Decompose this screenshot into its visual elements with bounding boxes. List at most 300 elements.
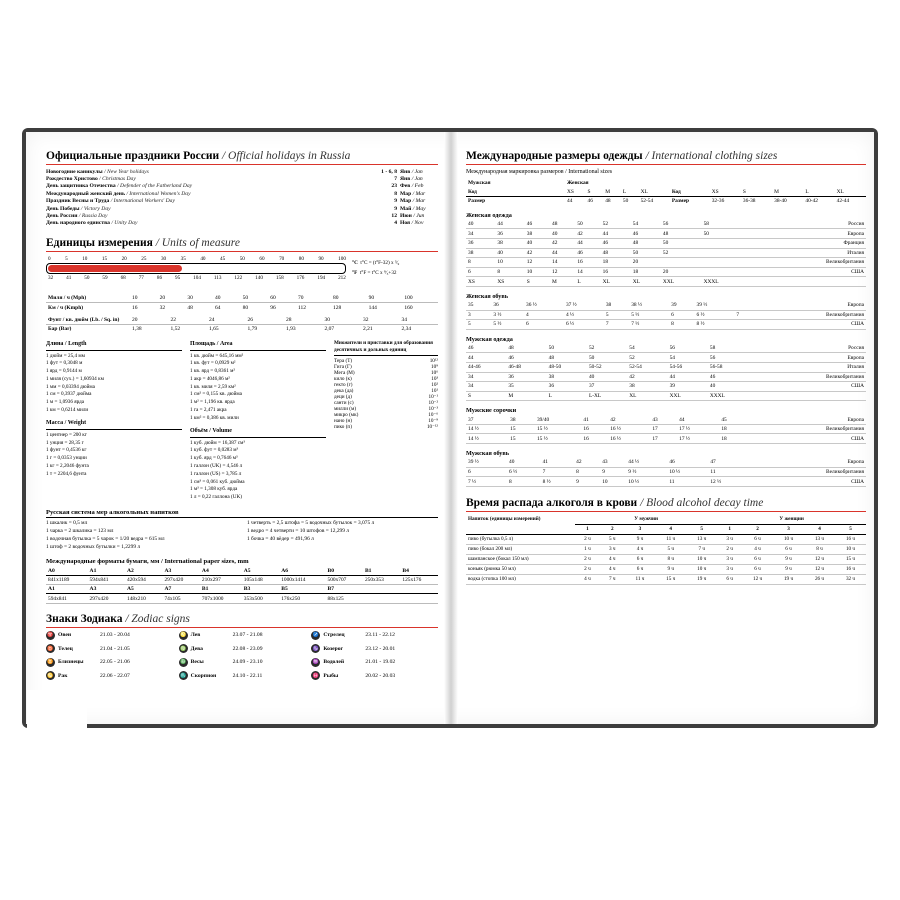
- zodiac-item: [179, 658, 306, 667]
- tick: 176: [296, 275, 305, 281]
- holiday-name-ru: Рождество Христово: [46, 176, 98, 183]
- cell: 500x707: [326, 575, 363, 584]
- cell: 38: [495, 238, 524, 248]
- list-item: 1 км = 0,6214 мили: [46, 407, 89, 414]
- holiday-name-en: / New Year holidays: [104, 168, 149, 175]
- cell: 6 ч: [742, 564, 773, 574]
- aquarius-icon: ♒: [311, 658, 320, 667]
- cell: XXL: [661, 277, 702, 287]
- cell: 36-38: [742, 198, 756, 205]
- cell: [754, 372, 764, 382]
- cell: 9 ч: [773, 564, 804, 574]
- cell: 11 ч: [655, 534, 686, 544]
- holiday-date: 1 - 6, 8: [381, 168, 397, 175]
- prefix-value: 10¹: [431, 387, 438, 394]
- col-header: A4: [200, 566, 242, 575]
- col-header: B0: [326, 566, 363, 575]
- list-item: 1 кг = 2,2046 фунта: [46, 463, 89, 470]
- units-title-ru: Единицы измерения: [46, 237, 153, 249]
- cell: 8: [466, 258, 495, 268]
- prefix-value: 10⁻²: [428, 399, 438, 406]
- cell: 34: [466, 372, 506, 382]
- zodiac-name: Скорпион: [190, 672, 217, 679]
- cell: [734, 320, 752, 330]
- country: Европа: [753, 229, 866, 239]
- list-item: 1 кв. фут = 0,0929 м²: [190, 360, 236, 367]
- cell: 54: [631, 220, 661, 229]
- prefix-name: санти (с): [334, 399, 354, 406]
- holiday-month-en: / Nov: [411, 220, 424, 227]
- col-header: 4: [655, 524, 686, 534]
- cell: 6 ч: [625, 554, 656, 564]
- table-row: [466, 353, 866, 363]
- country: Европа: [749, 458, 866, 467]
- cell: 32: [361, 316, 400, 325]
- celsius-formula: t°C = (t°F-32) x ⁵⁄₉: [360, 259, 400, 266]
- scorpio-icon: ♏: [179, 671, 188, 680]
- weight-title: Масса / Weight: [46, 419, 87, 426]
- zodiac-name: Близнецы: [58, 659, 84, 666]
- tick: 95: [174, 275, 181, 281]
- zodiac-item: [179, 671, 306, 680]
- cell: XXXL: [702, 277, 753, 287]
- col-header: B3: [242, 585, 279, 594]
- capricorn-icon: ♑: [311, 644, 320, 653]
- col-header: A3: [162, 566, 199, 575]
- country: Россия: [764, 344, 866, 353]
- holiday-month-en: / Jan: [411, 168, 423, 175]
- cell: 30: [185, 294, 213, 303]
- country: Великобритания: [746, 424, 866, 434]
- cell: 176x250: [279, 594, 325, 603]
- prefix-value: 10⁻⁹: [428, 417, 438, 424]
- cell: 4: [524, 310, 564, 320]
- holiday-name-ru: День защитника Отечества: [46, 183, 116, 190]
- table-row: [466, 564, 866, 574]
- cell: 37 ½: [564, 301, 604, 310]
- cell: 50: [622, 198, 629, 205]
- zodiac-item: [46, 658, 173, 667]
- sagittarius-icon: ♐: [311, 631, 320, 640]
- pressure-conversion-table: [46, 316, 438, 334]
- tick: 50: [84, 275, 90, 281]
- cell: 44: [567, 198, 573, 205]
- libra-icon: ♎: [179, 658, 188, 667]
- cell: 96: [270, 304, 276, 311]
- length-title: Длина / Length: [46, 340, 87, 347]
- cell: 58: [708, 344, 754, 353]
- cell: 36: [547, 382, 587, 392]
- cell: 16: [601, 267, 631, 277]
- cell: 42: [525, 248, 550, 258]
- cell: 50: [702, 229, 753, 239]
- table-row: [46, 168, 438, 175]
- prefix-name: микро (мк): [334, 411, 359, 418]
- table-row: [466, 467, 866, 477]
- cell: 38: [604, 301, 629, 310]
- zodiac-item: [311, 644, 438, 653]
- col-header: 2: [742, 524, 773, 534]
- cell: [754, 344, 764, 353]
- zodiac-heading: [46, 613, 438, 628]
- cell: 48: [550, 220, 575, 229]
- cell: 16 ½: [608, 424, 650, 434]
- cell: 16: [581, 434, 608, 444]
- cell: 20: [631, 258, 661, 268]
- cell: 6 ч: [742, 534, 773, 544]
- fahrenheit-label: °F: [352, 269, 358, 276]
- cell: 13 ч: [686, 534, 717, 544]
- list-item: 1 центнер = 200 кг: [46, 431, 87, 438]
- cell: 15: [508, 434, 535, 444]
- cell: 100: [402, 294, 438, 303]
- cell: 2 ч: [575, 564, 600, 574]
- cell: [754, 382, 764, 392]
- cell: 52: [627, 353, 667, 363]
- list-item: 1 см² = 0,155 кв. дюйма: [190, 391, 242, 398]
- zodiac-name: Овен: [58, 632, 72, 639]
- cell: 10 ч: [686, 554, 717, 564]
- area-list: [190, 353, 326, 423]
- fahrenheit-formula: t°F = t°C x ⁹⁄₅+32: [359, 269, 397, 276]
- cell: 52: [587, 344, 627, 353]
- cell: [734, 301, 752, 310]
- cell: 17 ½: [677, 424, 719, 434]
- table-row: [466, 391, 866, 401]
- cell: 30: [323, 316, 362, 325]
- zodiac-item: [46, 644, 173, 653]
- holiday-month-en: / Jan: [411, 176, 423, 183]
- country: [753, 277, 866, 287]
- cell: [754, 362, 764, 372]
- men-label: Мужская: [468, 180, 491, 187]
- cell: 46: [466, 344, 506, 353]
- virgo-icon: ♍: [179, 644, 188, 653]
- cell: 4 ч: [600, 564, 625, 574]
- cell: 12 ч: [804, 554, 835, 564]
- zodiac-grid: [46, 631, 438, 685]
- code-label: Код: [468, 188, 477, 195]
- cell: 54-56: [668, 362, 708, 372]
- alcohol-decay-table: [466, 515, 866, 585]
- russian-alcohol-measures-title: Русская система мер алкогольных напитков: [46, 509, 179, 517]
- tick: 5: [65, 256, 68, 262]
- zodiac-column-2: [179, 631, 306, 685]
- cell: 42: [627, 372, 667, 382]
- cell: 39: [668, 382, 708, 392]
- list-item: 1 галлон (US) = 3,785 л: [190, 470, 242, 477]
- table-row: [46, 205, 438, 212]
- cell: XS: [466, 277, 495, 287]
- country: Франция: [753, 238, 866, 248]
- women-clothes-title: Женская одежда: [466, 211, 512, 219]
- cell: 2,07: [324, 326, 335, 333]
- paper-sizes-title: Международные форматы бумаги, мм / International paper sizes, mm: [46, 558, 249, 566]
- holiday-month: Янв: [400, 168, 411, 175]
- cell: 40: [587, 372, 627, 382]
- cell: 10: [525, 267, 550, 277]
- left-page: [46, 150, 438, 710]
- cell: 44-46: [466, 362, 506, 372]
- cell: 3 ч: [717, 564, 742, 574]
- table-row: [466, 434, 866, 444]
- table-row: [466, 220, 866, 229]
- cell: 10: [600, 477, 626, 487]
- table-header-row: [46, 566, 438, 575]
- sizes-heading: [466, 150, 866, 165]
- tick: 104: [193, 275, 201, 281]
- cell: M: [605, 188, 611, 195]
- cell: 7 ч: [686, 544, 717, 554]
- cell: 40: [466, 220, 495, 229]
- cell: 40: [507, 458, 541, 467]
- pisces-icon: ♓: [311, 671, 320, 680]
- thermo-top-scale: [46, 256, 348, 263]
- cell: 10 ч: [835, 544, 866, 554]
- list-item: 1 четверть = 2,5 штофа = 5 водочных бутылок = 3,075 л: [247, 520, 375, 527]
- drink-name: водка (стопка 100 мл): [466, 574, 575, 584]
- cell: 6: [466, 267, 495, 277]
- cell: 48: [601, 248, 631, 258]
- holiday-date: 9: [394, 205, 397, 212]
- length-weight-column: [46, 340, 182, 503]
- cell: 74x105: [162, 594, 199, 603]
- cell: 50: [587, 353, 627, 363]
- cell: 40: [213, 294, 241, 303]
- cell: 26: [246, 316, 285, 325]
- tick: 59: [102, 275, 108, 281]
- zodiac-item: [311, 671, 438, 680]
- cell: 20: [661, 267, 702, 277]
- table-row: [466, 477, 866, 487]
- drink-name: шампанское (бокал 150 мл): [466, 554, 575, 564]
- cell: 34: [466, 229, 495, 239]
- cell: 40: [708, 382, 754, 392]
- cell: 52-54: [627, 362, 667, 372]
- cell: 125x176: [400, 575, 438, 584]
- holiday-month: Ноя: [400, 220, 411, 227]
- thermometer-bar: [46, 263, 346, 274]
- men-clothes-table: [466, 344, 866, 402]
- zodiac-date: 22.06 - 22.07: [100, 672, 130, 679]
- drink-name: пиво (бутылка 0,5 л): [466, 534, 575, 544]
- list-item: 1 кв. миля = 2,59 км²: [190, 383, 236, 390]
- cell: 7: [734, 310, 752, 320]
- prefixes-table: [334, 358, 438, 430]
- holiday-month: Май: [400, 205, 412, 212]
- cell: 17: [650, 424, 677, 434]
- holiday-name-en: / Russia Day: [78, 212, 108, 219]
- zodiac-date: 22.05 - 21.06: [100, 659, 130, 666]
- holiday-name-en: / Unity Day: [111, 220, 138, 227]
- tick: 77: [138, 275, 144, 281]
- country: США: [753, 267, 866, 277]
- cell: XL: [631, 277, 661, 287]
- gemini-icon: ♊: [46, 658, 55, 667]
- table-row: [466, 382, 866, 392]
- table-row: [46, 303, 438, 312]
- cell: 44: [677, 415, 719, 424]
- cell: 14: [575, 267, 600, 277]
- tick: 86: [156, 275, 163, 281]
- cell: M: [550, 277, 575, 287]
- men-shirts-title: Мужские сорочки: [466, 407, 517, 415]
- cell: 36: [466, 238, 495, 248]
- cell: 4 ч: [742, 544, 773, 554]
- zodiac-name: Козерог: [323, 645, 344, 652]
- tick: 68: [120, 275, 126, 281]
- cell: 39/40: [535, 415, 581, 424]
- prefix-name: нано (н): [334, 417, 352, 424]
- cell: 43: [600, 458, 626, 467]
- country: США: [749, 477, 866, 487]
- thermometer-fill: [48, 265, 182, 272]
- cell: 18: [631, 267, 661, 277]
- cell: 52: [601, 220, 631, 229]
- cell: 48-50: [547, 362, 587, 372]
- cell: 44: [575, 238, 600, 248]
- cell: 3 ч: [600, 544, 625, 554]
- cell: 90: [367, 294, 403, 303]
- cell: S: [466, 391, 506, 401]
- cell: 15 ½: [535, 434, 581, 444]
- cell: 17 ½: [677, 434, 719, 444]
- row-label: Км / ч (Kmph): [48, 304, 84, 311]
- cell: M: [506, 391, 546, 401]
- cell: 52: [661, 248, 702, 258]
- cell: 16 ч: [835, 534, 866, 544]
- tick: 158: [275, 275, 284, 281]
- table-row: [466, 310, 866, 320]
- cell: 4 ½: [564, 310, 604, 320]
- cell: 56: [668, 344, 708, 353]
- prefix-name: дека (да): [334, 387, 354, 394]
- size-label: Размер: [671, 198, 689, 205]
- holiday-month: Фев: [400, 183, 411, 190]
- country: Европа: [764, 353, 866, 363]
- cell: 35: [466, 301, 491, 310]
- prefix-value: 10⁻¹: [428, 393, 438, 400]
- cell: 6 ½: [507, 467, 541, 477]
- cell: 14: [550, 258, 575, 268]
- cell: 16 ½: [608, 434, 650, 444]
- cell: 35: [506, 382, 546, 392]
- cell: 70: [296, 294, 331, 303]
- zodiac-name: Весы: [190, 659, 204, 666]
- table-row: [46, 325, 438, 334]
- zodiac-item: [311, 631, 438, 640]
- holiday-date: 9: [394, 198, 397, 205]
- tick: 20: [121, 256, 127, 262]
- zodiac-date: 24.09 - 23.10: [232, 659, 263, 666]
- cell: 7 ч: [600, 574, 625, 584]
- cell: 44: [668, 372, 708, 382]
- cell: 9 ½: [626, 467, 667, 477]
- col-header: 5: [686, 524, 717, 534]
- cell: 46: [667, 458, 708, 467]
- holiday-name-en: / Defender of the Fatherland Day: [117, 183, 193, 190]
- list-item: 1 фунт = 0,4536 кг: [46, 447, 87, 454]
- tick: 10: [82, 256, 88, 262]
- list-item: 1 чарка = 2 шкалика = 123 мл: [46, 527, 114, 534]
- men-shoes-table: [466, 458, 866, 487]
- cell: 353x500: [242, 594, 279, 603]
- cell: 48: [631, 238, 661, 248]
- cell: 8 ½: [541, 477, 575, 487]
- zodiac-name: Рыбы: [323, 672, 339, 679]
- cell: 2,34: [401, 326, 412, 333]
- table-row: [466, 320, 866, 330]
- cell: XXXL: [708, 391, 754, 401]
- holiday-name-ru: День Победы: [46, 205, 80, 212]
- prefix-name: Гига (Г): [334, 363, 352, 370]
- speed-conversion-table: [46, 294, 438, 312]
- holiday-name-ru: Новогодние каникулы: [46, 168, 103, 175]
- holiday-name-ru: Праздник Весны и Труда: [46, 198, 110, 205]
- prefix-name: деци (д): [334, 393, 352, 400]
- zodiac-item: [179, 644, 306, 653]
- cell: 12 ч: [804, 564, 835, 574]
- zodiac-date: 23.11 - 22.12: [365, 632, 395, 639]
- table-header-row: [46, 585, 438, 594]
- russian-alcohol-measures: [46, 520, 438, 551]
- prefix-value: 10²: [431, 381, 438, 388]
- tick: 140: [255, 275, 263, 281]
- tick: 41: [66, 275, 72, 281]
- cell: 40-42: [805, 198, 818, 205]
- country: Италия: [764, 362, 866, 372]
- col-header: A0: [46, 566, 88, 575]
- tick: 60: [259, 256, 265, 262]
- cell: 14 ½: [466, 434, 508, 444]
- holiday-month-en: / Feb: [411, 183, 424, 190]
- cell: 2 ч: [575, 534, 600, 544]
- col-header: 3: [625, 524, 656, 534]
- cell: 44: [466, 353, 506, 363]
- cell: 42: [575, 229, 600, 239]
- table-row: [466, 372, 866, 382]
- country: Италия: [753, 248, 866, 258]
- cell: L-XL: [587, 391, 627, 401]
- cell: 8: [669, 320, 694, 330]
- drink-name: пиво (бокал 200 мл): [466, 544, 575, 554]
- cell: 7 ½: [629, 320, 669, 330]
- table-row: [466, 267, 866, 277]
- cell: 46-48: [506, 362, 546, 372]
- table-row: [46, 575, 438, 584]
- cell: 36: [506, 372, 546, 382]
- cell: 10: [495, 258, 524, 268]
- prefixes-column: [334, 340, 438, 503]
- col-header-men: У мужчин: [575, 515, 717, 525]
- table-row: [46, 220, 438, 227]
- cell: 56: [708, 353, 754, 363]
- prefix-value: 10⁻⁶: [428, 411, 438, 418]
- zodiac-date: 20.02 - 20.03: [365, 672, 396, 679]
- cell: 48: [605, 198, 611, 205]
- zodiac-date: 21.03 - 20.04: [100, 632, 130, 639]
- cell: 5 ч: [655, 544, 686, 554]
- table-row: [466, 554, 866, 564]
- alcohol-title-ru: Время распада алкоголя в крови: [466, 496, 638, 509]
- tick: 0: [48, 256, 51, 262]
- cell: 41: [581, 415, 608, 424]
- cell: 36: [491, 301, 524, 310]
- cell: [702, 248, 753, 258]
- col-header-drink: Напиток (единицы измерений): [466, 515, 575, 535]
- holiday-month: Мар: [400, 198, 412, 205]
- list-item: 1 акр = 4046,86 м²: [190, 375, 230, 382]
